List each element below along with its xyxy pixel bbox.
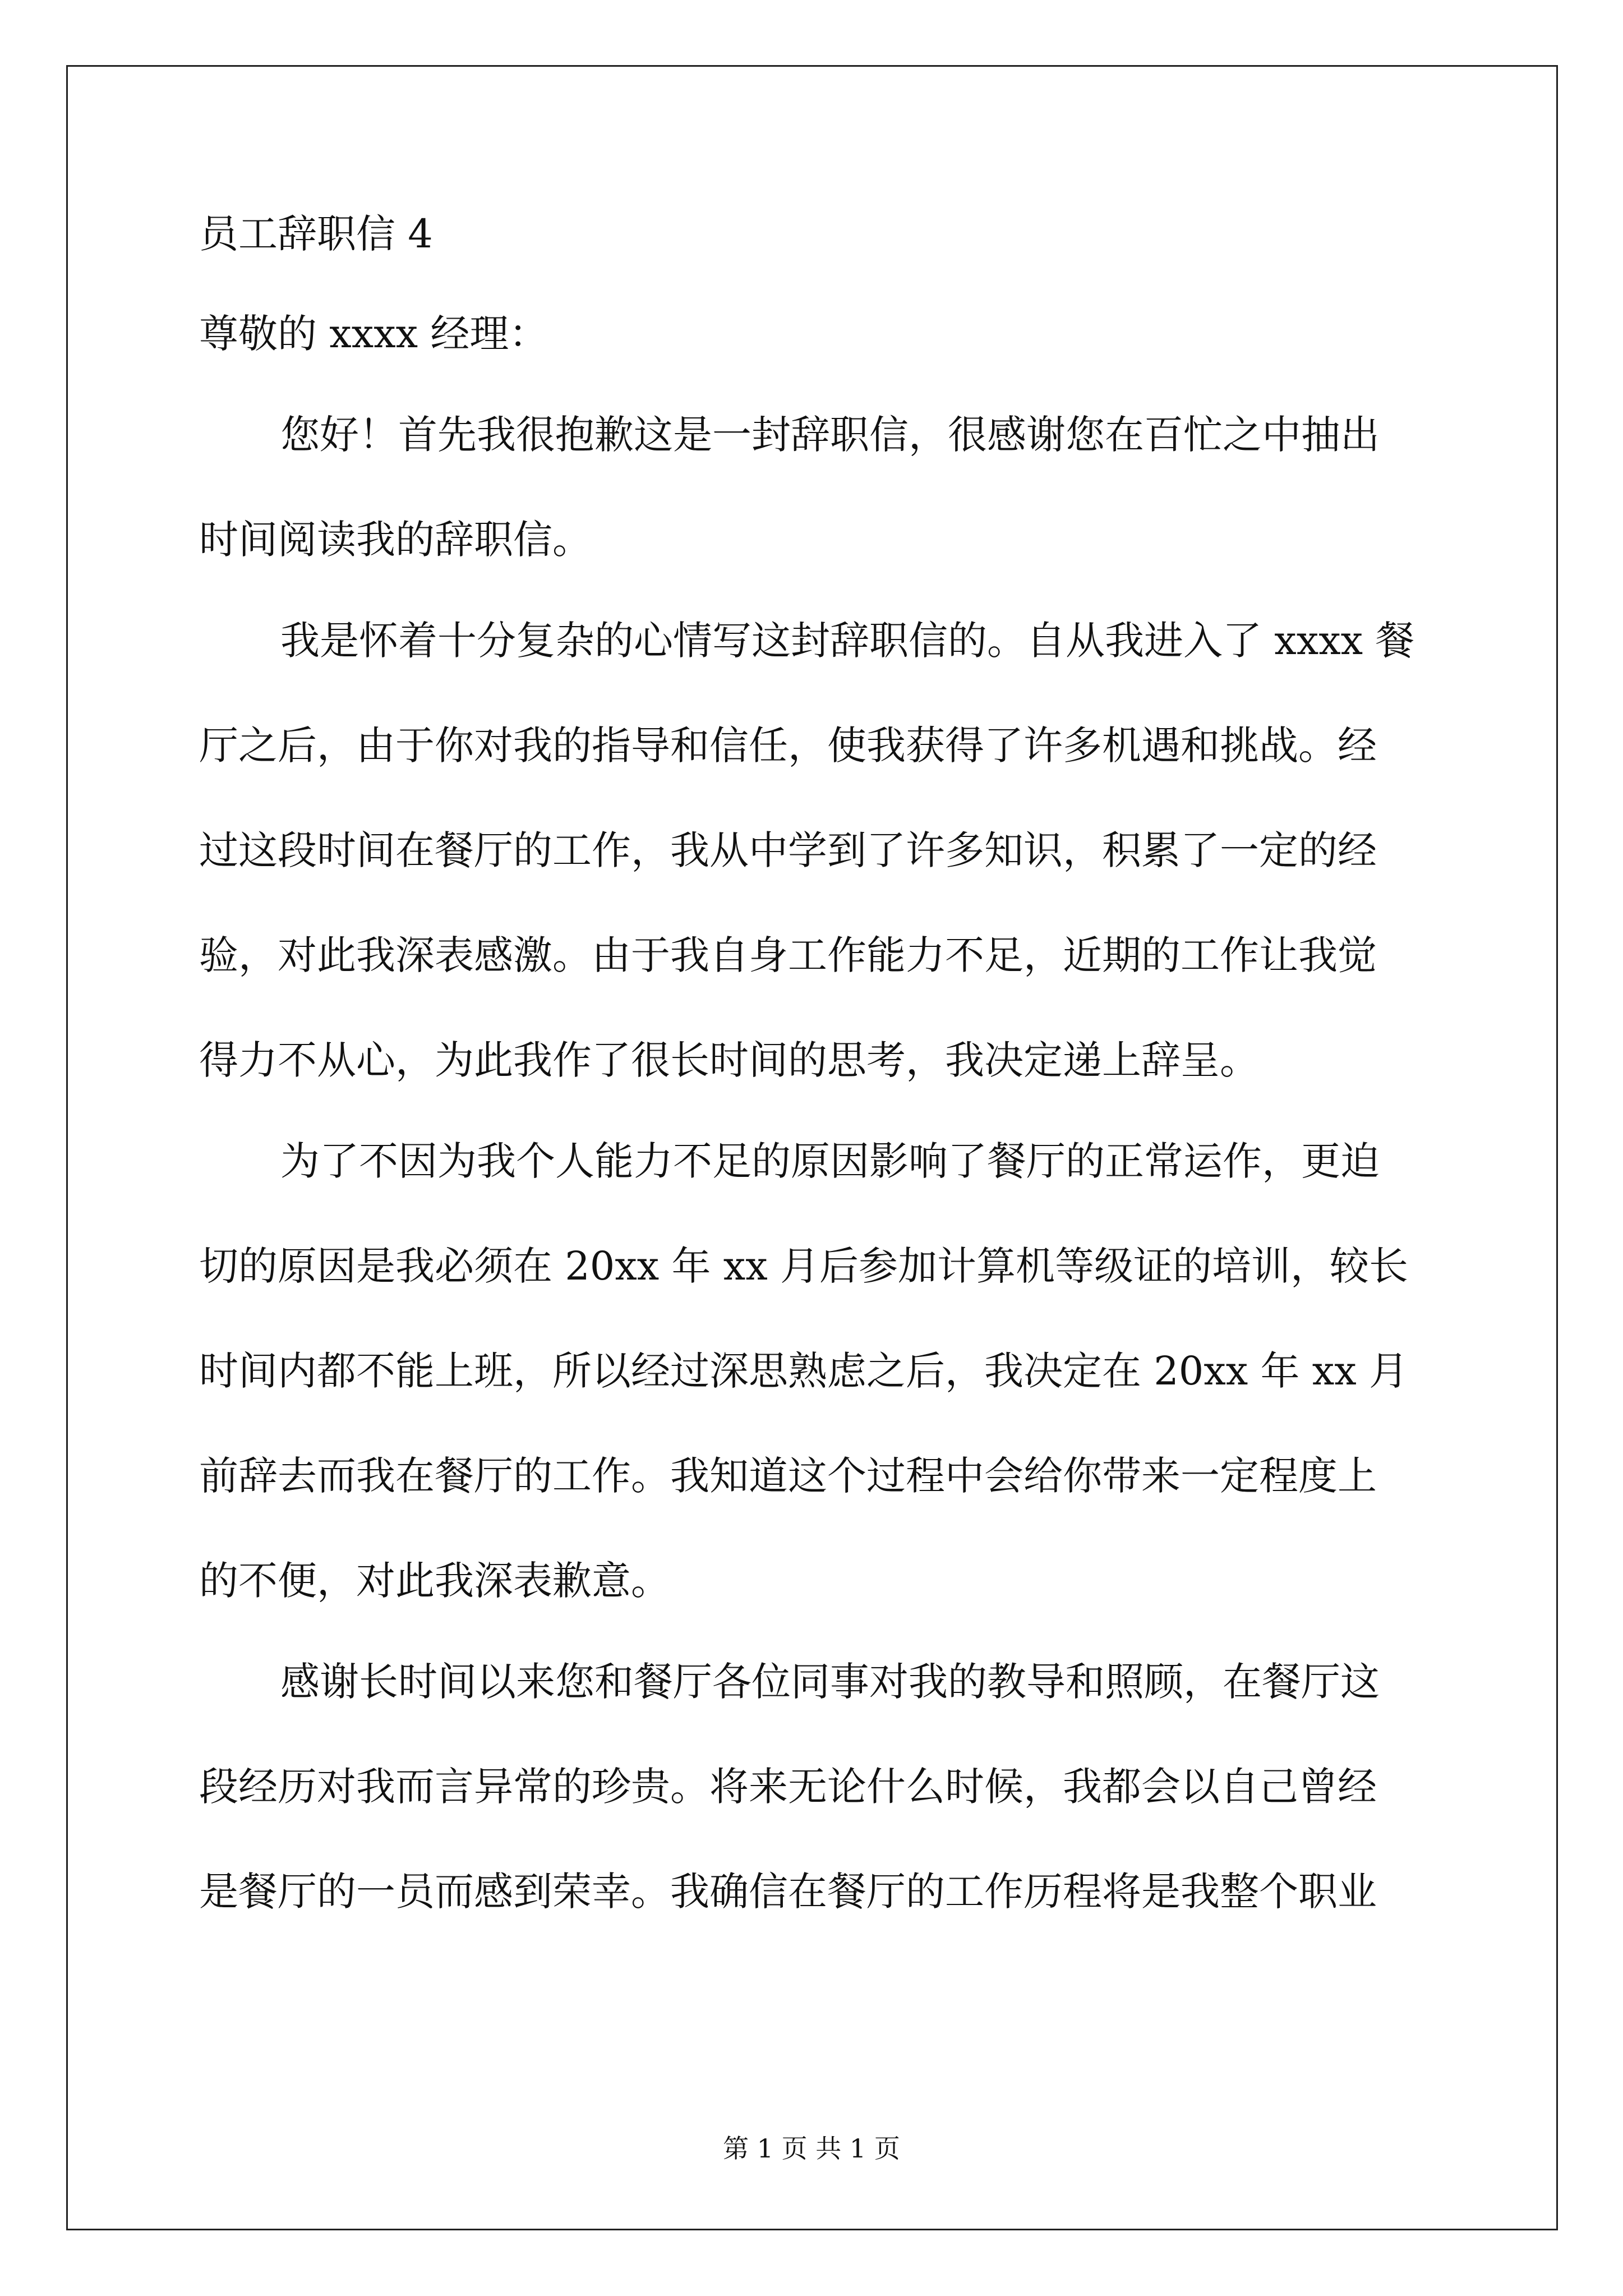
paragraph-4 xyxy=(199,1655,1433,1918)
paragraph-line: 段经历对我而言异常的珍贵。将来无论什么时候，我都会以自己曾经 xyxy=(199,1764,1377,1810)
paragraph-1 xyxy=(199,408,1433,566)
paragraph-line: 您好！首先我很抱歉这是一封辞职信，很感谢您在百忙之中抽出 xyxy=(280,412,1380,458)
salutation: 尊敬的 xxxx 经理： xyxy=(199,311,548,357)
paragraph-line: 是餐厅的一员而感到荣幸。我确信在餐厅的工作历程将是我整个职业 xyxy=(199,1869,1377,1915)
paragraph-line: 切的原因是我必须在 20xx 年 xx 月后参加计算机等级证的培训，较长 xyxy=(199,1243,1408,1289)
paragraph-line: 过这段时间在餐厅的工作，我从中学到了许多知识，积累了一定的经 xyxy=(199,827,1377,873)
paragraph-line: 为了不因为我个人能力不足的原因影响了餐厅的正常运作，更迫 xyxy=(280,1138,1380,1184)
paragraph-line: 我是怀着十分复杂的心情写这封辞职信的。自从我进入了 xxxx 餐 xyxy=(280,618,1415,664)
document-title: 员工辞职信 4 xyxy=(199,211,433,257)
paragraph-line: 验，对此我深表感激。由于我自身工作能力不足，近期的工作让我觉 xyxy=(199,932,1377,978)
paragraph-line: 的不便，对此我深表歉意。 xyxy=(199,1558,670,1604)
document-body xyxy=(199,208,1433,1966)
page-footer: 第 1 页 共 1 页 xyxy=(723,2133,900,2164)
paragraph-line: 感谢长时间以来您和餐厅各位同事对我的教导和照顾，在餐厅这 xyxy=(280,1659,1380,1705)
paragraph-line: 前辞去而我在餐厅的工作。我知道这个过程中会给你带来一定程度上 xyxy=(199,1453,1377,1499)
paragraph-2 xyxy=(199,614,1433,1087)
paragraph-line: 时间内都不能上班，所以经过深思熟虑之后，我决定在 20xx 年 xx 月 xyxy=(199,1348,1408,1394)
paragraph-3 xyxy=(199,1135,1433,1607)
paragraph-line: 厅之后，由于你对我的指导和信任，使我获得了许多机遇和挑战。经 xyxy=(199,723,1377,769)
paragraph-line: 得力不从心，为此我作了很长时间的思考，我决定递上辞呈。 xyxy=(199,1037,1259,1083)
paragraph-line: 时间阅读我的辞职信。 xyxy=(199,517,592,563)
